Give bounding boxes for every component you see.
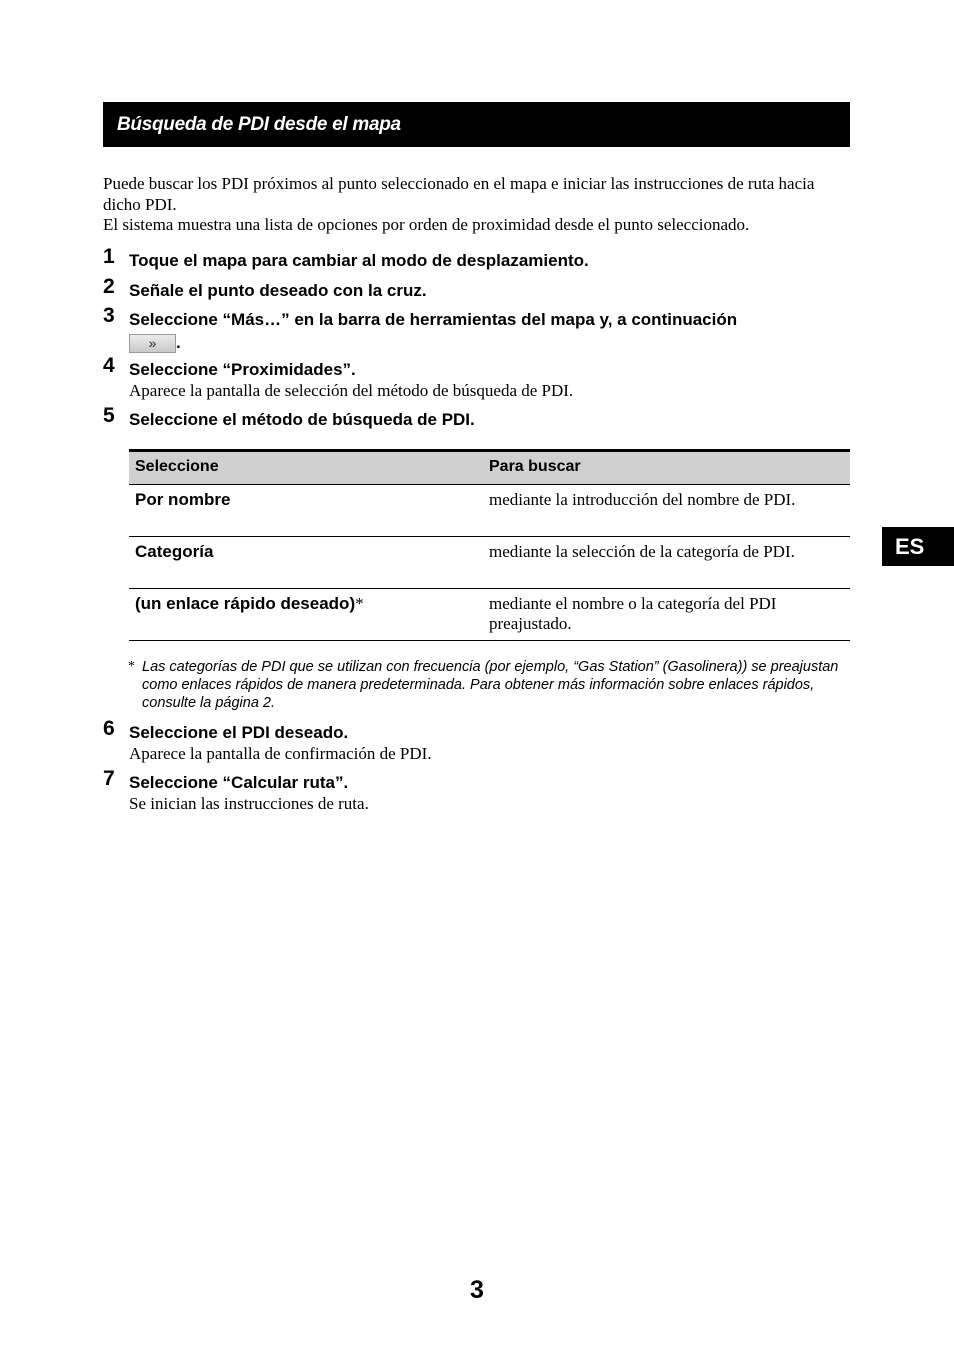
table-header-row (129, 451, 850, 485)
option-label: (un enlace rápido deseado) (135, 594, 356, 613)
step-1 (103, 245, 848, 272)
footnote-text: Las categorías de PDI que se utilizan con frecuencia (por ejemplo, “Gas Station” (Gasolinera)) se preajustan como enlaces rápidos de manera predeterminada. Para obtener más información sobre enlaces rápidos, consulte la página 2. (142, 659, 839, 711)
footnote-mark: * (128, 659, 135, 674)
table-row (129, 537, 850, 589)
description-cell: mediante la introducción del nombre de PDI. (483, 485, 850, 537)
section-header (103, 102, 850, 147)
language-code: ES (895, 533, 925, 559)
step-instruction: Seleccione “Proximidades”. (129, 360, 356, 379)
step-7 (103, 767, 848, 814)
step-instruction (129, 308, 848, 354)
step-number: 6 (103, 717, 115, 740)
step-instruction: Señale el punto deseado con la cruz. (129, 281, 427, 300)
step-number: 4 (103, 354, 115, 377)
intro-paragraph-1: Puede buscar los PDI próximos al punto seleccionado en el mapa e iniciar las instrucciones de ruta hacia dicho PDI. (103, 174, 815, 214)
option-cell (129, 485, 483, 537)
option-label: Categoría (135, 542, 214, 561)
step-result: Aparece la pantalla de confirmación de PDI. (129, 744, 432, 763)
table-row (129, 589, 850, 641)
search-method-table (129, 449, 850, 641)
step-instruction-end: . (176, 333, 181, 352)
step-6 (103, 717, 848, 764)
option-cell (129, 589, 483, 641)
table-row (129, 485, 850, 537)
option-cell (129, 537, 483, 589)
step-number: 3 (103, 304, 115, 327)
step-instruction: Seleccione el método de búsqueda de PDI. (129, 410, 475, 429)
double-chevron-right-icon: » (129, 334, 176, 353)
description-cell: mediante el nombre o la categoría del PDI preajustado. (483, 589, 850, 641)
footnote (128, 658, 850, 712)
step-number: 7 (103, 767, 115, 790)
step-instruction: Toque el mapa para cambiar al modo de desplazamiento. (129, 251, 589, 270)
step-2 (103, 275, 848, 302)
footnote-mark: * (355, 594, 364, 613)
step-instruction: Seleccione el PDI deseado. (129, 723, 349, 742)
table-header-cell: Para buscar (483, 451, 850, 485)
intro-paragraph-2: El sistema muestra una lista de opciones por orden de proximidad desde el punto seleccionado. (103, 215, 750, 234)
option-label: Por nombre (135, 490, 231, 509)
language-tab (882, 527, 954, 566)
step-result: Aparece la pantalla de selección del método de búsqueda de PDI. (129, 381, 574, 400)
table-header-cell: Seleccione (129, 451, 483, 485)
step-instruction-text: Seleccione “Más…” en la barra de herramientas del mapa y, a continuación (129, 310, 738, 329)
description-cell: mediante la selección de la categoría de PDI. (483, 537, 850, 589)
step-3 (103, 304, 848, 354)
page-number: 3 (470, 1276, 484, 1304)
step-instruction: Seleccione “Calcular ruta”. (129, 773, 349, 792)
step-4 (103, 354, 848, 401)
step-number: 2 (103, 275, 115, 298)
step-number: 5 (103, 404, 115, 427)
step-5 (103, 404, 848, 431)
section-title: Búsqueda de PDI desde el mapa (117, 113, 401, 135)
step-result: Se inician las instrucciones de ruta. (129, 794, 369, 813)
step-number: 1 (103, 245, 115, 268)
intro-text (103, 174, 848, 236)
